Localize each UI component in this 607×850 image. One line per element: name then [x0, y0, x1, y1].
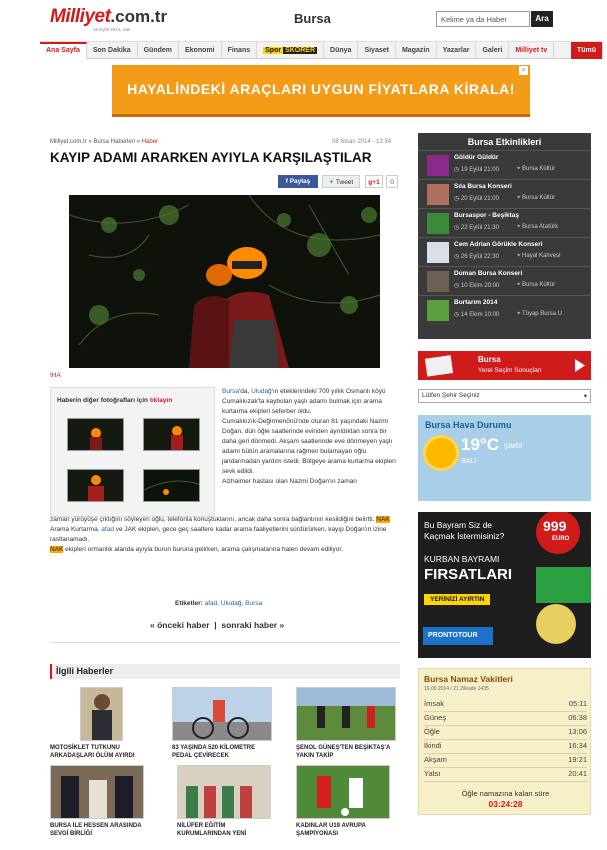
ad-cta-button[interactable]: YERİNİZİ AYIRTIN	[424, 594, 490, 605]
nav-item-tumu[interactable]: Tümü	[571, 42, 603, 59]
prayer-row: Öğle 13:06	[424, 727, 587, 740]
prev-article-link[interactable]: « önceki haber	[150, 620, 210, 630]
close-icon[interactable]: ×	[519, 66, 528, 75]
facebook-icon: f	[285, 178, 290, 185]
prayer-times-title: Bursa Namaz Vakitleri	[424, 674, 513, 684]
location-icon: ⌖ Bursa Atatürk	[517, 224, 559, 230]
weather-now: ŞİMDİ	[504, 443, 523, 450]
event-item[interactable]: Bursaspor - Beşiktaş ◷ 22 Eylül 21:30 ⌖ Bursa Atatürk	[418, 209, 591, 238]
photo-gallery-box	[50, 387, 215, 517]
remaining-label: Öğle namazına kalan süre	[461, 789, 550, 798]
bayram-ad[interactable]	[418, 512, 591, 658]
prayer-row: İkindi 16:34	[424, 741, 587, 754]
tag-link-bursa[interactable]: Bursa	[222, 388, 239, 395]
chevron-down-icon: ▾	[583, 393, 587, 400]
highlight-nak: NAK	[50, 546, 64, 553]
tweet-button[interactable]: ✦ Tweet	[322, 175, 360, 188]
prayer-times-date: 16.09.2014 / 21 Zilkade 1435	[424, 686, 489, 692]
site-header	[0, 0, 607, 38]
clock-icon: ◷ 10 Ekim 20:00	[454, 283, 500, 289]
location-icon: ⌖ Hayal Kahvesi	[517, 253, 561, 259]
related-item[interactable]: ŞENOL GÜNEŞ'TEN BEŞİKTAŞ'A YAKIN TAKİP	[296, 687, 396, 760]
tag-link-uludag[interactable]: Uludağ	[251, 388, 272, 395]
article-body-bottom	[50, 515, 400, 555]
nav-item-son-dakika[interactable]: Son Dakika	[87, 42, 138, 59]
weather-box	[418, 415, 591, 501]
clock-icon: ◷ 14 Ekim 10:00	[454, 312, 500, 318]
page-city-title: Bursa	[294, 11, 331, 26]
related-item[interactable]: MOTOSİKLET TUTKUNU ARKADAŞLARI ÖLÜM AYIRDI	[50, 687, 150, 760]
related-news-heading: İlgili Haberler	[50, 664, 400, 679]
paragraph: NAK ekipleri ormanlık alanda ayıyla burun buruna gelirken, arama çalışmalarına halen devam ediliyor.	[50, 546, 344, 553]
milliyet-logo[interactable]: Milliyet .com.tr	[50, 6, 168, 27]
event-item[interactable]: Cem Adrian Görükle Konseri ◷ 26 Eylül 22:30 ⌖ Hayal Kahvesi	[418, 238, 591, 267]
ad-price-unit: EURO	[552, 536, 570, 542]
nav-item-ekonomi[interactable]: Ekonomi	[179, 42, 222, 59]
paragraph: Cumalıkızık-Değirmenönü'nde oturan 81 yaşındaki Nazmi Doğan, dün öğle saatlerinde evinden ayrıldıktan sonra bir daha geri dönmedi. Akşam saatlerinde eve dönmeyen yaşlı adamı bütün aramalarına rağmen bulamayan oğlu jandarmadan yardım istedi. Bölgeye arama kurtarma ekipleri sevk edildi.	[222, 418, 396, 475]
nav-item-magazin[interactable]: Magazin	[396, 42, 437, 59]
nav-item-yazarlar[interactable]: Yazarlar	[437, 42, 477, 59]
event-item[interactable]: Burtarım 2014 ◷ 14 Ekim 10:00 ⌖ Tüyap Bursa U	[418, 296, 591, 325]
events-box	[418, 133, 591, 339]
breadcrumb-section[interactable]: Bursa Haberleri	[93, 139, 136, 145]
clock-icon: ◷ 19 Eylül 21:00	[454, 167, 499, 173]
sun-icon	[426, 438, 456, 468]
rescue-team-photo	[69, 195, 380, 368]
facebook-share-button[interactable]: f Paylaş	[278, 175, 318, 188]
photo-source: İHA	[50, 372, 61, 379]
highlight-nak: NAK	[376, 516, 390, 523]
nav-item-spor-skorer[interactable]: Spor SKORER	[257, 42, 324, 59]
twitter-icon: ✦	[328, 179, 336, 186]
nav-item-siyaset[interactable]: Siyaset	[358, 42, 396, 59]
next-article-link[interactable]: sonraki haber »	[221, 620, 285, 630]
election-results-banner[interactable]: Bursa Yerel Seçim Sonuçları	[418, 351, 591, 380]
arrow-right-icon	[573, 351, 587, 380]
ad-price: 999	[543, 518, 567, 534]
location-icon: ⌖ Bursa Kültür	[517, 195, 556, 201]
breadcrumb-current[interactable]: Haber	[141, 139, 159, 145]
event-item[interactable]: Sıla Bursa Konseri ◷ 20 Eylül 21:00 ⌖ Bursa Kültür	[418, 180, 591, 209]
weather-title: Bursa Hava Durumu	[425, 420, 512, 430]
paragraph: Alzhaimer hastası olan Nazmi Doğan'ın zaman	[222, 478, 357, 485]
search-input[interactable]: Kelime ya da Haber	[436, 11, 530, 27]
nav-item-galeri[interactable]: Galeri	[476, 42, 509, 59]
weather-day: SALI	[461, 458, 477, 465]
article-date: 08 Nisan 2014 - 13:34	[332, 139, 392, 145]
article-title: KAYIP ADAMI ARARKEN AYIYLA KARŞILAŞTILAR	[50, 150, 372, 165]
nav-item-finans[interactable]: Finans	[222, 42, 258, 59]
gallery-link[interactable]: tıklayın	[149, 397, 173, 404]
related-item[interactable]: 83 YAŞINDA 520 KİLOMETRE PEDAL ÇEVİRECEK	[172, 687, 272, 760]
ad-kurban: KURBAN BAYRAMI	[424, 554, 500, 564]
related-item[interactable]: BURSA İLE HESSEN ARASINDA SEVGİ BİRLİĞİ	[50, 765, 150, 838]
paragraph: Bursa'da, Uludağ'ın eteklerindeki 700 yıllık Osmanlı köyü Cumalıkızak'ta kaybolan yaşlı adamı bulmak için arama kurtarma ekipleri seferber oldu.	[222, 388, 386, 415]
event-item[interactable]: Duman Bursa Konseri ◷ 10 Ekim 20:00 ⌖ Bursa Kültür	[418, 267, 591, 296]
clock-icon: ◷ 20 Eylül 21:00	[454, 196, 499, 202]
gallery-thumb[interactable]	[143, 418, 200, 451]
gallery-heading: Haberin diğer fotoğrafları için tıklayın	[57, 397, 173, 404]
location-icon: ⌖ Bursa Kültür	[517, 166, 556, 172]
top-banner-ad[interactable]: HAYALİNDEKİ ARAÇLARI UYGUN FİYATLARA KİRALA! ×	[112, 65, 530, 117]
prayer-row: Yatsı 20:41	[424, 769, 587, 782]
paragraph: zaman yürüyüşe çıktığını söyleyen oğlu, telefonla konuştuklarını, ancak daha sonra bağlantının kesildiğini belirtti. NAK Arama Kurtarma, afad ve JAK ekipleri, gece geç saatlere kadar arama faaliyetlerini sürdürürken, kayıp Doğan'ın izine rastlanamadı.	[50, 516, 390, 543]
related-item[interactable]: NİLÜFER EĞİTİM KURUMLARINDAN YENİ	[177, 765, 277, 838]
weather-temp: 19°C	[461, 435, 499, 454]
clock-icon: ◷ 26 Eylül 22:30	[454, 254, 499, 260]
article-photo[interactable]	[69, 195, 380, 368]
article-body-top	[222, 387, 400, 487]
gplus-count: 0	[386, 175, 398, 188]
search-button[interactable]: Ara	[531, 11, 553, 27]
ad-firsat: FIRSATLARI	[424, 566, 513, 583]
nav-item-milliyet-tv[interactable]: Milliyet tv	[509, 42, 554, 59]
location-icon: ⌖ Bursa Kültür	[517, 282, 556, 288]
logo-tagline: 16 Eylül 2014, Salı	[93, 27, 131, 32]
divider	[50, 642, 400, 643]
prayer-row: Güneş 06:38	[424, 713, 587, 726]
breadcrumb: Milliyet.com.tr » Bursa Haberleri » Haber	[50, 139, 159, 145]
prayer-row: Akşam 19:21	[424, 755, 587, 768]
location-icon: ⌖ Tüyap Bursa U	[517, 311, 562, 317]
main-nav	[40, 41, 603, 59]
breadcrumb-home[interactable]: Milliyet.com.tr	[50, 139, 87, 145]
prayer-row: İmsak 05:11	[424, 699, 587, 712]
ballot-icon	[418, 351, 478, 380]
article-tags: Etiketler: afad, Uludağ, Bursa	[175, 600, 263, 607]
nav-item-dunya[interactable]: Dünya	[324, 42, 358, 59]
ad-line1: Bu Bayram Siz de	[424, 520, 493, 530]
city-select[interactable]: Lütfen Şehir Seçiniz ▾	[418, 389, 591, 403]
ad-line2: Kaçmak İstermisiniz?	[424, 531, 505, 541]
tag-links[interactable]: afad, Uludağ, Bursa	[204, 600, 263, 607]
tag-link-afad[interactable]: afad	[101, 526, 114, 533]
gallery-thumb[interactable]	[67, 418, 124, 451]
nav-item-ana-sayfa[interactable]: Ana Sayfa	[40, 42, 87, 59]
ad-brand: PRONTOTOUR	[428, 632, 478, 639]
remaining-time: 03:24:28	[488, 799, 523, 809]
gplus-button[interactable]: g+1	[365, 175, 383, 188]
nav-item-gundem[interactable]: Gündem	[138, 42, 179, 59]
prayer-times-box	[418, 668, 591, 815]
article-pagination: « önceki haber | sonraki haber »	[150, 620, 285, 630]
event-item[interactable]: Güldür Güldür ◷ 19 Eylül 21:00 ⌖ Bursa Kültür	[418, 151, 591, 180]
clock-icon: ◷ 22 Eylül 21:30	[454, 225, 499, 231]
events-title: Bursa Etkinlikleri	[418, 133, 591, 151]
related-item[interactable]: KADINLAR U19 AVRUPA ŞAMPİYONASI	[296, 765, 396, 838]
